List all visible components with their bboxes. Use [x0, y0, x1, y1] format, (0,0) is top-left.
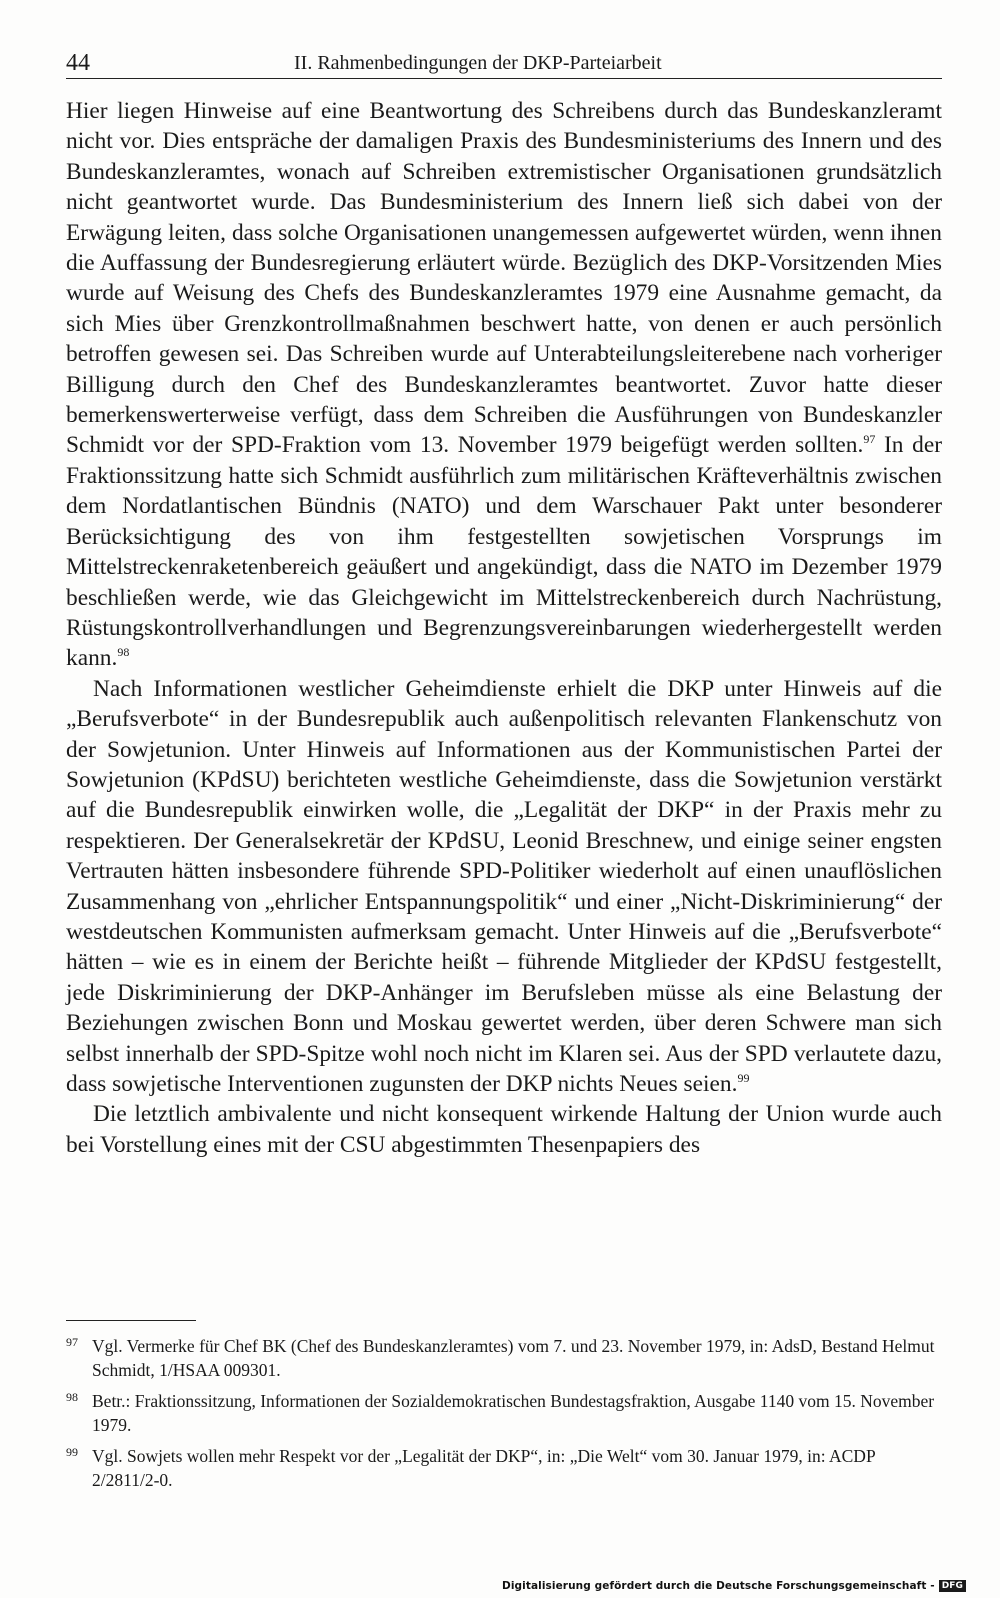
footnotes	[66, 1334, 942, 1499]
paragraph-text: Hier liegen Hinweise auf eine Beantwortung des Schreibens durch das Bundeskanzleramt nicht vor. Dies entspräche der damaligen Praxis des Bundesministeriums des Innern und des Bundeskanzleramtes, wonach auf Schreiben extremistischer Organisationen grundsätzlich nicht geantwortet wurde. Das Bundesministerium des Innern ließ sich dabei von der Erwägung leiten, dass solche Organisationen unangemessen aufgewertet würden, wenn ihnen die Auffassung der Bundesregierung erläutert würde. Bezüglich des DKP-Vorsitzenden Mies wurde auf Weisung des Chefs des Bundeskanzleramtes 1979 eine Ausnahme gemacht, da sich Mies über Grenzkontrollmaßnahmen beschwert hatte, von denen er auch persönlich betroffen gewesen sei. Das Schreiben wurde auf Unterabteilungsleiterebene nach vorheriger Billigung durch den Chef des Bundeskanzleramtes beantwortet. Zuvor hatte dieser bemerkenswerterweise verfügt, dass dem Schreiben die Ausführungen von Bundeskanzler Schmidt vor der SPD-Fraktion vom 13. November 1979 beigefügt werden sollten.	[66, 98, 942, 459]
footnote-ref[interactable]: 97	[863, 432, 876, 447]
paragraph-text: In der Fraktionssitzung hatte sich Schmidt ausführlich zum militärischen Kräfteverhältnis zwischen dem Nordatlantischen Bündnis (NATO) und dem Warschauer Pakt unter besonderer Berücksichtigung des von ihm festgestellten sowjetischen Vorsprungs im Mittelstreckenraketenbereich geäußert und angekündigt, dass die NATO im Dezember 1979 beschließen werde, wie das Gleichgewicht im Mittelstreckenbereich durch Nachrüstung, Rüstungskontrollverhandlungen und Begrenzungsvereinbarungen wiederhergestellt werden kann.	[66, 432, 942, 672]
paragraph	[66, 674, 942, 1100]
digitization-credit	[502, 1580, 966, 1592]
footnote-text: Vgl. Vermerke für Chef BK (Chef des Bundeskanzleramtes) vom 7. und 23. November 1979, in: AdsD, Bestand Helmut Schmidt, 1/HSAA 009301.	[92, 1336, 935, 1380]
footnote-number: 97	[66, 1335, 78, 1349]
footnote-number: 98	[66, 1390, 78, 1404]
footnote	[66, 1389, 942, 1437]
paragraph-text: Nach Informationen westlicher Geheimdienste erhielt die DKP unter Hinweis auf die „Berufsverbote“ in der Bundesrepublik auch außenpolitisch relevanten Flankenschutz von der Sowjetunion. Unter Hinweis auf Informationen aus der Kommunistischen Partei der Sowjetunion (KPdSU) berichteten westliche Geheimdienste, dass die Sowjetunion verstärkt auf die Bundesrepublik einwirken wolle, die „Legalität der DKP“ in der Praxis mehr zu respektieren. Der Generalsekretär der KPdSU, Leonid Breschnew, und einige seiner engsten Vertrauten hätten insbesondere führende SPD-Politiker wiederholt auf einen unauflöslichen Zusammenhang von „ehrlicher Entspannungspolitik“ und einer „Nicht-Diskriminierung“ der westdeutschen Kommunisten aufmerksam gemacht. Unter Hinweis auf die „Berufsverbote“ hätten – wie es in einem der Berichte heißt – führende Mitglieder der KPdSU festgestellt, jede Diskriminierung der DKP-Anhänger im Berufsleben müsse als eine Belastung der Beziehungen zwischen Bonn und Moskau gewertet werden, über deren Schwere man sich selbst innerhalb der SPD-Spitze wohl noch nicht im Klaren sei. Aus der SPD verlautete dazu, dass sowjetische Interventionen zugunsten der DKP nichts Neues seien.	[66, 675, 942, 1097]
footnote	[66, 1444, 942, 1492]
footnote-ref[interactable]: 98	[117, 645, 130, 660]
page-header	[66, 48, 942, 79]
dfg-logo: DFG	[939, 1580, 966, 1592]
digitization-credit-text: Digitalisierung gefördert durch die Deutsche Forschungsgemeinschaft -	[502, 1580, 935, 1592]
footnote-text: Betr.: Fraktionssitzung, Informationen der Sozialdemokratischen Bundestagsfraktion, Ausgabe 1140 vom 15. November 1979.	[92, 1391, 935, 1435]
footnote-number: 99	[66, 1445, 78, 1459]
running-head: II. Rahmenbedingungen der DKP-Parteiarbeit	[294, 52, 662, 74]
paragraph	[66, 96, 942, 674]
footnote-text: Vgl. Sowjets wollen mehr Respekt vor der „Legalität der DKP“, in: „Die Welt“ vom 30. Januar 1979, in: ACDP 2/2811/2-0.	[92, 1446, 876, 1490]
footnote	[66, 1334, 942, 1382]
page-number: 44	[66, 50, 90, 76]
footnote-divider	[66, 1320, 196, 1321]
body-text	[66, 96, 942, 1160]
footnote-ref[interactable]: 99	[737, 1071, 750, 1086]
paragraph-text: Die letztlich ambivalente und nicht konsequent wirkende Haltung der Union wurde auch bei Vorstellung eines mit der CSU abgestimmten Thesenpapiers des	[66, 1101, 942, 1158]
paragraph	[66, 1099, 942, 1160]
